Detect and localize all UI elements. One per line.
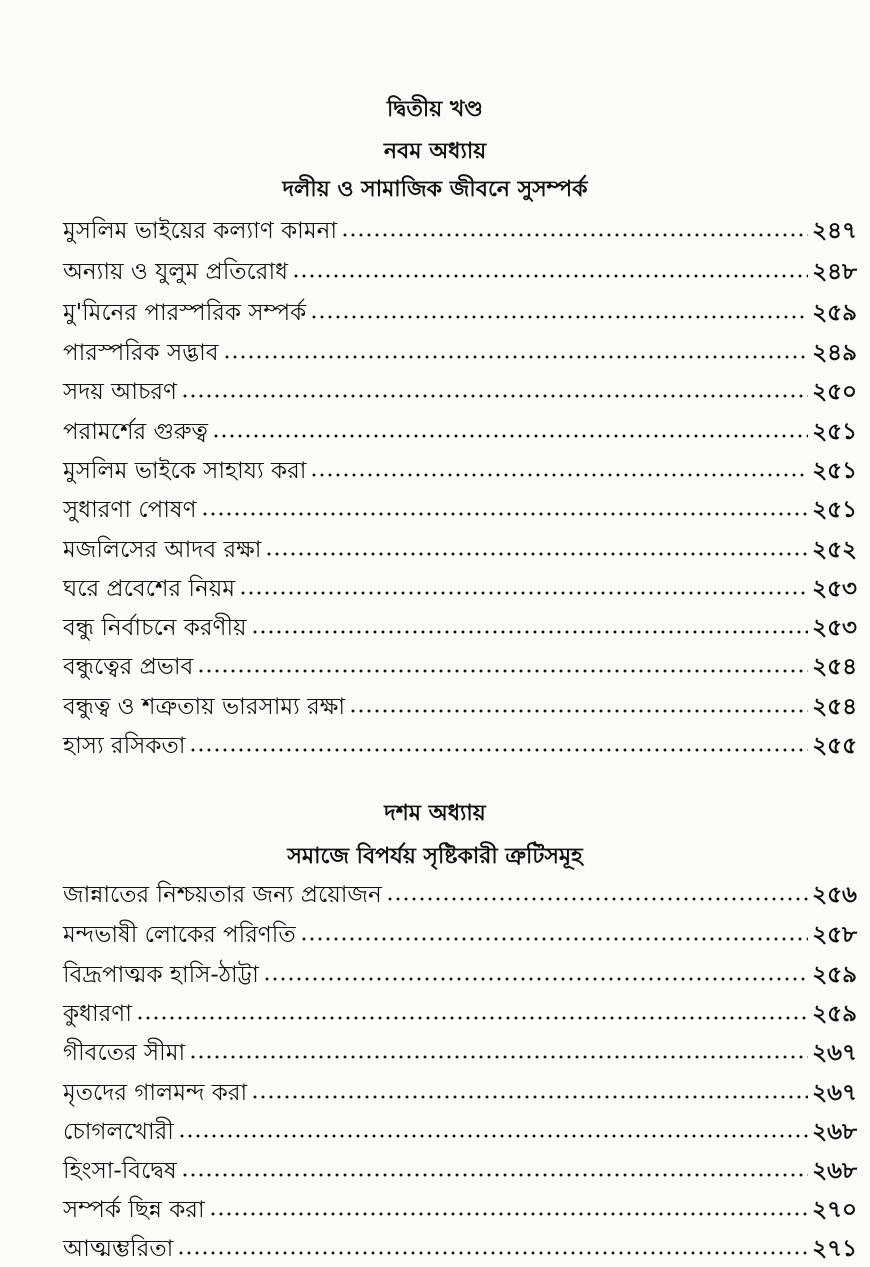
chapter-10-number: দশম অধ্যায়: [384, 801, 486, 826]
toc-entry[interactable]: [63, 876, 857, 910]
chapter-9-number: নবম অধ্যায়: [383, 139, 487, 164]
dot-leader: [136, 1014, 808, 1022]
toc-entry-page: ২৬৮: [812, 1158, 857, 1184]
toc-entry-page: ২৬৮: [812, 1119, 857, 1145]
toc-entry-title: গীবতের সীমা: [63, 1040, 186, 1066]
toc-entry-page: ২৫১: [812, 497, 857, 523]
toc-entry-page: ২৪৭: [812, 218, 857, 244]
toc-entry-page: ২৪৮: [812, 259, 857, 285]
toc-entry-title: মৃতদের গালমন্দ করা: [63, 1080, 248, 1106]
dot-leader: [197, 667, 808, 675]
toc-entry[interactable]: [63, 648, 857, 682]
dot-leader: [189, 1053, 808, 1061]
toc-entry[interactable]: [63, 1113, 857, 1147]
toc-entry-page: ২৬৭: [812, 1040, 857, 1066]
toc-entry[interactable]: [63, 1074, 857, 1108]
dot-leader: [251, 628, 809, 636]
dot-leader: [212, 432, 808, 440]
toc-entry-page: ২৫৬: [812, 882, 857, 908]
toc-entry-title: আত্মম্ভরিতা: [63, 1236, 174, 1262]
toc-entry-title: ঘরে প্রবেশের নিয়ম: [63, 576, 236, 602]
toc-entry-title: মুসলিম ভাইয়ের কল্যাণ কামনা: [63, 218, 338, 244]
toc-entry-title: পারস্পরিক সদ্ভাব: [63, 340, 219, 366]
toc-entry[interactable]: [63, 212, 857, 246]
toc-entry-page: ২৫৮: [812, 922, 857, 948]
dot-leader: [263, 975, 808, 983]
dot-leader: [177, 1249, 808, 1257]
toc-entry[interactable]: [63, 916, 857, 950]
toc-entry[interactable]: [63, 570, 857, 604]
toc-entry[interactable]: [63, 452, 857, 486]
toc-entry[interactable]: [63, 294, 857, 328]
dot-leader: [209, 1210, 809, 1218]
toc-entry-title: মুসলিম ভাইকে সাহায্য করা: [63, 458, 307, 484]
toc-entry[interactable]: [63, 995, 857, 1029]
dot-leader: [349, 707, 808, 715]
toc-entry[interactable]: [63, 1191, 857, 1225]
toc-entry-title: অন্যায় ও যুলুম প্রতিরোধ: [63, 259, 289, 285]
chapter-9-title: দলীয় ও সামাজিক জীবনে সুসম্পর্ক: [282, 177, 588, 202]
chapter-10-title: সমাজে বিপর্যয় সৃষ্টিকারী ত্রুটিসমূহ: [287, 844, 583, 869]
toc-entry-title: জান্নাতের নিশ্চয়তার জন্য প্রয়োজন: [63, 882, 382, 908]
toc-entry-title: বন্ধুত্বের প্রভাব: [63, 654, 194, 680]
toc-entry-page: ২৬৭: [812, 1080, 857, 1106]
toc-entry-page: ২৫১: [812, 419, 857, 445]
toc-entry-page: ২৪৯: [812, 340, 857, 366]
dot-leader: [239, 589, 808, 597]
toc-entry-title: বন্ধুত্ব ও শত্রুতায় ভারসাম্য রক্ষা: [63, 694, 346, 720]
toc-entry-title: হিংসা-বিদ্বেষ: [63, 1158, 177, 1184]
toc-entry-page: ২৫২: [812, 537, 857, 563]
dot-leader: [178, 1132, 808, 1140]
toc-entry-title: চোগলখোরী: [63, 1119, 174, 1145]
toc-entry-title: মজলিসের আদব রক্ষা: [63, 537, 262, 563]
toc-entry-page: ২৫৫: [812, 733, 857, 759]
toc-entry-page: ২৫৯: [812, 1001, 857, 1027]
toc-entry-title: সদয় আচরণ: [63, 379, 177, 405]
toc-entry[interactable]: [63, 609, 857, 643]
dot-leader: [265, 550, 808, 558]
toc-entry[interactable]: [63, 491, 857, 525]
dot-leader: [341, 231, 808, 239]
toc-entry-page: ২৭০: [812, 1197, 857, 1223]
dot-leader: [292, 272, 808, 280]
part-title: দ্বিতীয় খণ্ড: [387, 97, 483, 122]
toc-entry-page: ২৫৪: [812, 694, 857, 720]
toc-entry[interactable]: [63, 727, 857, 761]
toc-entry-title: কুধারণা: [63, 1001, 132, 1027]
toc-entry[interactable]: [63, 688, 857, 722]
dot-leader: [181, 1171, 808, 1179]
toc-entry-title: সম্পর্ক ছিন্ন করা: [63, 1197, 205, 1223]
dot-leader: [189, 746, 808, 754]
dot-leader: [300, 935, 809, 943]
toc-entry-title: মু'মিনের পারস্পরিক সম্পর্ক: [63, 300, 307, 326]
toc-entry[interactable]: [63, 413, 857, 447]
toc-entry-page: ২৫৪: [812, 654, 857, 680]
toc-entry-page: ২৫৩: [812, 615, 857, 641]
toc-entry-title: মন্দভাষী লোকের পরিণতি: [63, 922, 296, 948]
toc-entry-page: ২৫৩: [812, 576, 857, 602]
toc-entry[interactable]: [63, 1230, 857, 1264]
dot-leader: [251, 1093, 808, 1101]
toc-entry[interactable]: [63, 1152, 857, 1186]
toc-entry-title: বন্ধু নির্বাচনে করণীয়: [63, 615, 247, 641]
toc-entry-title: পরামর্শের গুরুত্ব: [63, 419, 208, 445]
toc-entry-page: ২৫১: [812, 458, 857, 484]
toc-entry[interactable]: [63, 956, 857, 990]
dot-leader: [310, 471, 808, 479]
toc-entry[interactable]: [63, 334, 857, 368]
toc-entry[interactable]: [63, 531, 857, 565]
dot-leader: [386, 895, 808, 903]
dot-leader: [310, 313, 808, 321]
toc-entry-title: বিদ্রূপাত্মক হাসি-ঠাট্টা: [63, 962, 259, 988]
toc-entry-page: ২৫৯: [812, 962, 857, 988]
toc-entry-title: হাস্য রসিকতা: [63, 733, 186, 759]
toc-entry-page: ২৫৯: [812, 300, 857, 326]
dot-leader: [223, 353, 809, 361]
toc-entry[interactable]: [63, 373, 857, 407]
toc-entry-page: ২৫০: [812, 379, 857, 405]
dot-leader: [181, 392, 808, 400]
toc-entry-title: সুধারণা পোষণ: [63, 497, 197, 523]
toc-entry[interactable]: [63, 253, 857, 287]
dot-leader: [201, 510, 809, 518]
toc-entry[interactable]: [63, 1034, 857, 1068]
toc-entry-page: ২৭১: [812, 1236, 857, 1262]
